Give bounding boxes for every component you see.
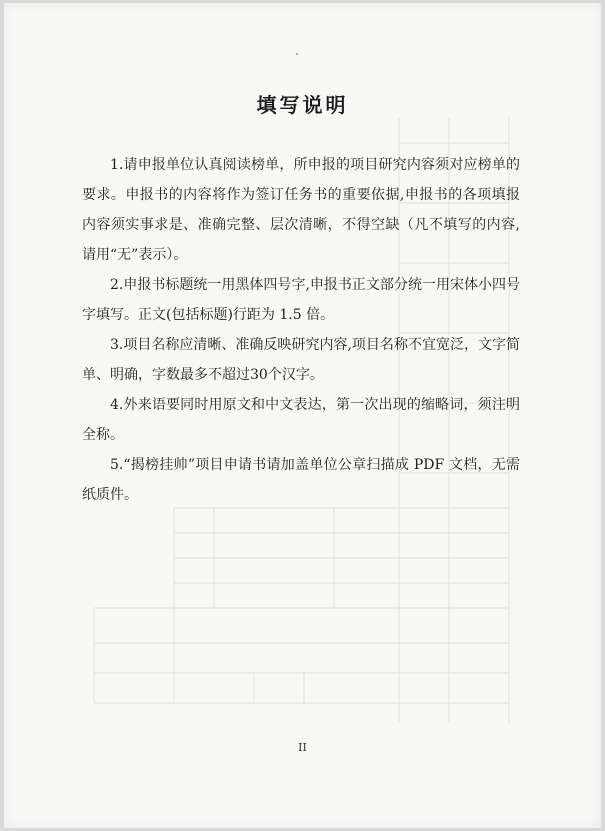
page-number: II: [298, 741, 307, 754]
page-title: 填写说明: [256, 93, 349, 117]
instruction-paragraph-2: 2.申报书标题统一用黑体四号字,申报书正文部分统一用宋体小四号字填写。正文(包括标题)行距为 1.5 倍。: [82, 277, 520, 323]
instruction-paragraph-3: 3.项目名称应清晰、准确反映研究内容,项目名称不宜宽泛，文字简单、明确，字数最多不超过30个汉字。: [82, 337, 520, 383]
instruction-paragraph-1: 1.请申报单位认真阅读榜单，所申报的项目研究内容须对应榜单的要求。申报书的内容将作为签订任务书的重要依据,申报书的各项填报内容须实事求是、准确完整、层次清晰，不得空缺（凡不填写的内容,请用“无”表示）。: [82, 157, 520, 263]
instruction-paragraph-5: 5.“揭榜挂帅”项目申请书请加盖单位公章扫描成 PDF 文档，无需纸质件。: [82, 457, 520, 503]
instructions-body: [82, 150, 520, 510]
instruction-paragraph-4: 4.外来语要同时用原文和中文表达，第一次出现的缩略词，须注明全称。: [82, 397, 520, 443]
document-page: [4, 3, 601, 828]
scan-speck: [296, 53, 298, 55]
